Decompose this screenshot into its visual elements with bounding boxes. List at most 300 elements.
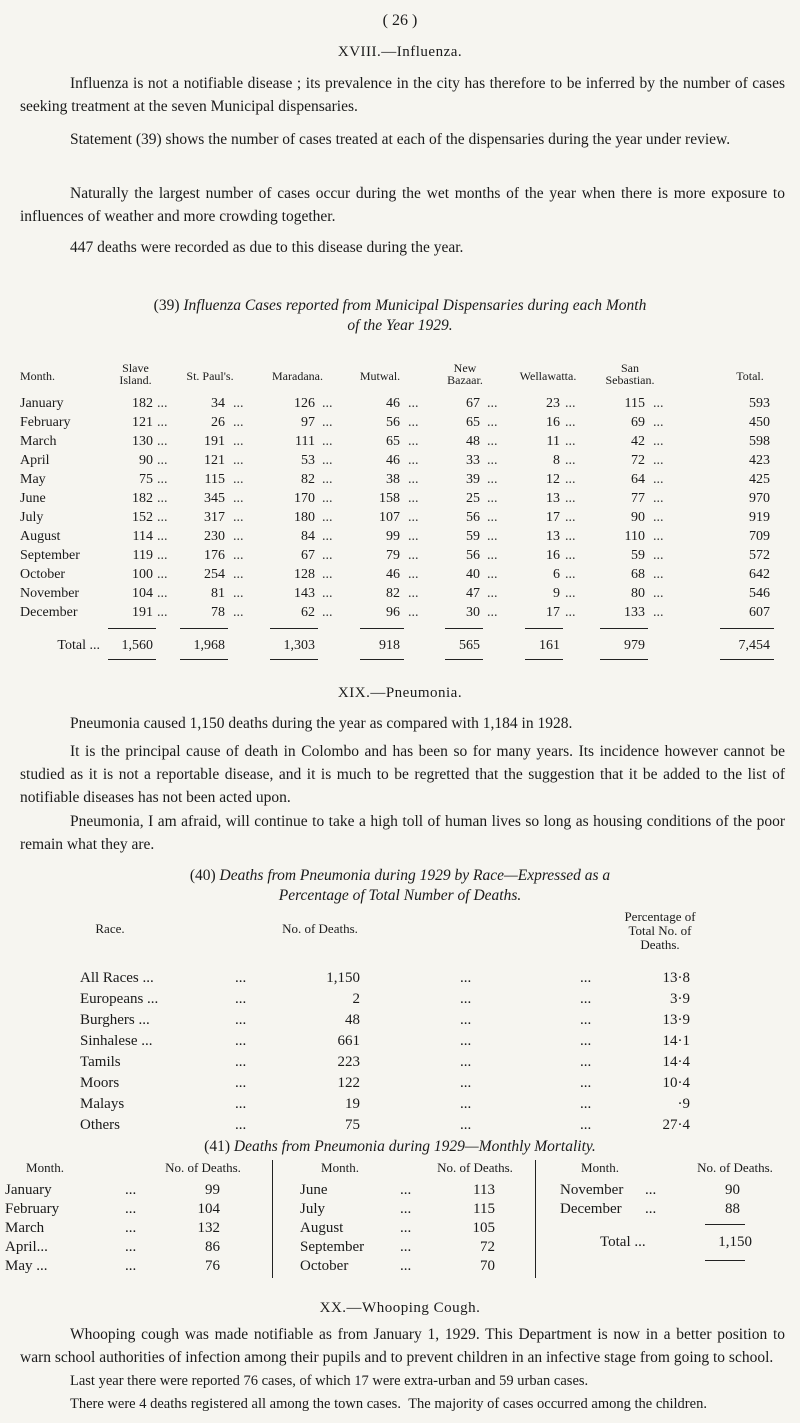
paragraph: Pneumonia, I am afraid, will continue to take a high toll of human lives so long as housing conditions of the poor remain what they are. bbox=[20, 813, 785, 853]
table-40-title bbox=[0, 866, 800, 906]
table-cell: September bbox=[20, 548, 80, 563]
leader-dots: ... bbox=[487, 396, 498, 411]
table-cell: 38 bbox=[386, 472, 400, 487]
table-cell: 16 bbox=[546, 548, 560, 563]
col-header-paul: St. Paul's. bbox=[186, 369, 234, 383]
table-cell: 598 bbox=[749, 434, 770, 449]
leader-dots: ... bbox=[565, 548, 576, 563]
table-row bbox=[60, 1010, 740, 1031]
table-cell: October bbox=[20, 567, 66, 582]
table-row bbox=[20, 603, 795, 622]
month-cell: June bbox=[300, 1182, 328, 1198]
table-cell: 17 bbox=[546, 605, 560, 620]
leader-dots: ... bbox=[408, 453, 419, 468]
table-title-line: of the Year 1929. bbox=[347, 317, 453, 334]
table-cell: 182 bbox=[132, 491, 153, 506]
table-row bbox=[20, 508, 795, 527]
table-cell: 80 bbox=[631, 586, 645, 601]
leader-dots: ... bbox=[157, 396, 168, 411]
table-cell: 970 bbox=[749, 491, 770, 506]
col-header-deaths: No. of Deaths. bbox=[437, 1160, 513, 1175]
col-header-month: Month. bbox=[321, 1160, 359, 1175]
leader-dots: ... bbox=[645, 1182, 657, 1198]
leader-dots: ... bbox=[460, 970, 472, 986]
table-body bbox=[20, 394, 795, 622]
table-total-row: Total ... 1,560 1,968 1,303 918 565 161 979 7,454 bbox=[57, 638, 770, 653]
table-cell: 13 bbox=[546, 529, 560, 544]
leader-dots: ... bbox=[235, 1054, 247, 1070]
leader-dots: ... bbox=[233, 548, 244, 563]
leader-dots: ... bbox=[125, 1201, 137, 1217]
table-cell: Others bbox=[80, 1117, 120, 1133]
leader-dots: ... bbox=[653, 453, 664, 468]
leader-dots: ... bbox=[580, 1054, 592, 1070]
deaths-cell: 90 bbox=[725, 1182, 740, 1198]
table-cell: 115 bbox=[624, 396, 645, 411]
table-cell: 72 bbox=[631, 453, 645, 468]
leader-dots: ... bbox=[460, 1117, 472, 1133]
leader-dots: ... bbox=[580, 1117, 592, 1133]
leader-dots: ... bbox=[408, 434, 419, 449]
leader-dots: ... bbox=[460, 1012, 472, 1028]
table-cell: 425 bbox=[749, 472, 770, 487]
leader-dots: ... bbox=[653, 472, 664, 487]
leader-dots: ... bbox=[565, 605, 576, 620]
leader-dots: ... bbox=[233, 453, 244, 468]
table-cell: 96 bbox=[386, 605, 400, 620]
leader-dots: ... bbox=[487, 491, 498, 506]
leader-dots: ... bbox=[322, 491, 333, 506]
table-cell: 607 bbox=[749, 605, 770, 620]
table-cell: August bbox=[20, 529, 61, 544]
table-cell: 107 bbox=[379, 510, 400, 525]
leader-dots: ... bbox=[487, 510, 498, 525]
leader-dots: ... bbox=[400, 1182, 412, 1198]
table-cell: 121 bbox=[204, 453, 225, 468]
table-number: (39) bbox=[153, 297, 180, 314]
table-cell: 90 bbox=[139, 453, 153, 468]
table-number: (41) bbox=[204, 1138, 230, 1155]
leader-dots: ... bbox=[653, 434, 664, 449]
leader-dots: ... bbox=[565, 472, 576, 487]
table-cell: 546 bbox=[749, 586, 770, 601]
leader-dots: ... bbox=[157, 434, 168, 449]
table-cell: 100 bbox=[132, 567, 153, 582]
table-cell: 90 bbox=[631, 510, 645, 525]
table-cell: January bbox=[20, 396, 64, 411]
col-header-san-sebastian: San Sebastian. bbox=[605, 361, 655, 387]
leader-dots: ... bbox=[580, 1075, 592, 1091]
table-cell: 919 bbox=[749, 510, 770, 525]
leader-dots: ... bbox=[408, 415, 419, 430]
month-cell: February bbox=[5, 1201, 60, 1217]
leader-dots: ... bbox=[233, 396, 244, 411]
table-cell: Europeans ... bbox=[80, 991, 159, 1007]
table-cell: Burghers ... bbox=[80, 1012, 150, 1028]
month-cell: August bbox=[300, 1220, 344, 1236]
page-number: ( 26 ) bbox=[382, 12, 418, 29]
deaths-cell: 76 bbox=[205, 1258, 220, 1274]
table-cell: 75 bbox=[139, 472, 153, 487]
table-cell: 30 bbox=[466, 605, 480, 620]
table-cell: 111 bbox=[295, 434, 315, 449]
table-cell: 46 bbox=[386, 567, 400, 582]
table-cell: 143 bbox=[294, 586, 315, 601]
col-header-deaths: No. of Deaths. bbox=[697, 1160, 773, 1175]
table-cell: 65 bbox=[466, 415, 480, 430]
table-cell: 56 bbox=[466, 548, 480, 563]
leader-dots: ... bbox=[322, 453, 333, 468]
month-cell: September bbox=[300, 1239, 365, 1255]
influenza-table bbox=[20, 360, 795, 661]
table-row bbox=[20, 489, 795, 508]
table-cell: 84 bbox=[301, 529, 315, 544]
leader-dots: ... bbox=[580, 970, 592, 986]
table-cell: 3·9 bbox=[670, 991, 690, 1007]
leader-dots: ... bbox=[235, 1117, 247, 1133]
table-header bbox=[20, 360, 795, 394]
table-cell: 104 bbox=[132, 586, 153, 601]
leader-dots: ... bbox=[322, 586, 333, 601]
leader-dots: ... bbox=[565, 510, 576, 525]
table-cell: 170 bbox=[294, 491, 315, 506]
table-cell: 572 bbox=[749, 548, 770, 563]
table-cell: 2 bbox=[352, 991, 360, 1007]
table-cell: 79 bbox=[386, 548, 400, 563]
leader-dots: ... bbox=[487, 548, 498, 563]
leader-dots: ... bbox=[565, 434, 576, 449]
paragraph: Naturally the largest number of cases occur during the wet months of the year when there is more exposure to influences of weather and more crowding together. bbox=[20, 185, 785, 225]
table-cell: 182 bbox=[132, 396, 153, 411]
col-header-new-bazaar: New Bazaar. bbox=[447, 361, 483, 387]
table-cell: 75 bbox=[345, 1117, 360, 1133]
leader-dots: ... bbox=[400, 1258, 412, 1274]
table-cell: 99 bbox=[386, 529, 400, 544]
table-39-title bbox=[0, 296, 800, 336]
table-cell: 56 bbox=[386, 415, 400, 430]
table-cell: 77 bbox=[631, 491, 645, 506]
table-cell: 46 bbox=[386, 453, 400, 468]
table-cell: 1,150 bbox=[326, 970, 360, 986]
table-cell: June bbox=[20, 491, 46, 506]
leader-dots: ... bbox=[233, 529, 244, 544]
table-cell: Moors bbox=[80, 1075, 120, 1091]
table-row bbox=[60, 1115, 740, 1136]
leader-dots: ... bbox=[653, 491, 664, 506]
leader-dots: ... bbox=[233, 415, 244, 430]
leader-dots: ... bbox=[235, 1096, 247, 1112]
table-cell: 110 bbox=[624, 529, 645, 544]
table-cell: 191 bbox=[132, 605, 153, 620]
table-cell: 121 bbox=[132, 415, 153, 430]
leader-dots: ... bbox=[565, 529, 576, 544]
table-cell: 128 bbox=[294, 567, 315, 582]
table-cell: 119 bbox=[132, 548, 153, 563]
month-cell: January bbox=[5, 1182, 52, 1198]
leader-dots: ... bbox=[408, 586, 419, 601]
col-header-month: Month. bbox=[20, 369, 56, 383]
table-cell: 450 bbox=[749, 415, 770, 430]
leader-dots: ... bbox=[322, 548, 333, 563]
table-cell: 114 bbox=[132, 529, 153, 544]
leader-dots: ... bbox=[233, 567, 244, 582]
col-header-deaths: No. of Deaths. bbox=[282, 921, 358, 936]
table-cell: 48 bbox=[345, 1012, 360, 1028]
leader-dots: ... bbox=[565, 491, 576, 506]
table-cell: 78 bbox=[211, 605, 225, 620]
table-row bbox=[20, 470, 795, 489]
leader-dots: ... bbox=[322, 434, 333, 449]
leader-dots: ... bbox=[408, 548, 419, 563]
table-cell: 59 bbox=[631, 548, 645, 563]
leader-dots: ... bbox=[322, 472, 333, 487]
leader-dots: ... bbox=[565, 586, 576, 601]
table-number: (40) bbox=[189, 867, 216, 884]
table-cell: 26 bbox=[211, 415, 225, 430]
leader-dots: ... bbox=[653, 586, 664, 601]
leader-dots: ... bbox=[645, 1201, 657, 1217]
paragraph: There were 4 deaths registered all among the town cases. The majority of cases occurred among the children. bbox=[70, 1396, 707, 1412]
table-cell: 25 bbox=[466, 491, 480, 506]
leader-dots: ... bbox=[653, 567, 664, 582]
leader-dots: ... bbox=[322, 529, 333, 544]
leader-dots: ... bbox=[460, 1033, 472, 1049]
table-cell: 53 bbox=[301, 453, 315, 468]
month-cell: July bbox=[300, 1201, 326, 1217]
leader-dots: ... bbox=[235, 1033, 247, 1049]
leader-dots: ... bbox=[653, 415, 664, 430]
table-cell: 16 bbox=[546, 415, 560, 430]
paragraph: Whooping cough was made notifiable as from January 1, 1929. This Department is now in a better position to warn school authorities of infection among their pupils and to prevent children in an infective stage from going to school. bbox=[20, 1326, 785, 1366]
table-cell: 126 bbox=[294, 396, 315, 411]
leader-dots: ... bbox=[157, 453, 168, 468]
table-cell: 64 bbox=[631, 472, 645, 487]
table-cell: 81 bbox=[211, 586, 225, 601]
leader-dots: ... bbox=[565, 567, 576, 582]
leader-dots: ... bbox=[487, 434, 498, 449]
leader-dots: ... bbox=[487, 567, 498, 582]
table-cell: Sinhalese ... bbox=[80, 1033, 153, 1049]
table-cell: 133 bbox=[624, 605, 645, 620]
table-cell: November bbox=[20, 586, 80, 601]
section-heading-pneumonia: XIX.—Pneumonia. bbox=[337, 685, 463, 701]
leader-dots: ... bbox=[157, 548, 168, 563]
leader-dots: ... bbox=[580, 991, 592, 1007]
table-cell: July bbox=[20, 510, 44, 525]
bottom-rules bbox=[20, 655, 795, 661]
leader-dots: ... bbox=[235, 970, 247, 986]
table-row bbox=[60, 968, 740, 989]
leader-dots: ... bbox=[408, 491, 419, 506]
paragraph: Last year there were reported 76 cases, of which 17 were extra-urban and 59 urban cases. bbox=[70, 1373, 589, 1389]
leader-dots: ... bbox=[157, 586, 168, 601]
table-row bbox=[60, 989, 740, 1010]
deaths-cell: 99 bbox=[205, 1182, 220, 1198]
table-cell: 423 bbox=[749, 453, 770, 468]
deaths-cell: 86 bbox=[205, 1239, 220, 1255]
table-cell: 39 bbox=[466, 472, 480, 487]
table-cell: 23 bbox=[546, 396, 560, 411]
table-cell: 14·4 bbox=[662, 1054, 690, 1070]
deaths-cell: 132 bbox=[197, 1220, 220, 1236]
leader-dots: ... bbox=[653, 548, 664, 563]
leader-dots: ... bbox=[233, 605, 244, 620]
table-cell: 345 bbox=[204, 491, 225, 506]
leader-dots: ... bbox=[322, 510, 333, 525]
col-header-month: Month. bbox=[26, 1160, 64, 1175]
table-cell: 14·1 bbox=[662, 1033, 690, 1049]
table-row bbox=[20, 584, 795, 603]
month-cell: October bbox=[300, 1258, 349, 1274]
leader-dots: ... bbox=[400, 1239, 412, 1255]
leader-dots: ... bbox=[125, 1220, 137, 1236]
leader-dots: ... bbox=[653, 510, 664, 525]
leader-dots: ... bbox=[487, 586, 498, 601]
leader-dots: ... bbox=[653, 605, 664, 620]
table-row bbox=[60, 1052, 740, 1073]
table-cell: 69 bbox=[631, 415, 645, 430]
table-cell: 13·9 bbox=[662, 1012, 690, 1028]
paragraph: 447 deaths were recorded as due to this disease during the year. bbox=[70, 239, 464, 256]
table-cell: Malays bbox=[80, 1096, 125, 1112]
table-cell: 11 bbox=[546, 434, 560, 449]
leader-dots: ... bbox=[233, 472, 244, 487]
table-row bbox=[60, 1031, 740, 1052]
leader-dots: ... bbox=[233, 434, 244, 449]
table-cell: 709 bbox=[749, 529, 770, 544]
month-cell: May ... bbox=[5, 1258, 48, 1274]
leader-dots: ... bbox=[460, 1096, 472, 1112]
leader-dots: ... bbox=[580, 1033, 592, 1049]
leader-dots: ... bbox=[408, 510, 419, 525]
col-header-month: Month. bbox=[581, 1160, 619, 1175]
deaths-cell: 113 bbox=[473, 1182, 495, 1198]
table-cell: 176 bbox=[204, 548, 225, 563]
table-cell: 34 bbox=[211, 396, 225, 411]
leader-dots: ... bbox=[157, 605, 168, 620]
table-cell: March bbox=[20, 434, 57, 449]
table-cell: 642 bbox=[749, 567, 770, 582]
leader-dots: ... bbox=[157, 529, 168, 544]
leader-dots: ... bbox=[125, 1258, 137, 1274]
leader-dots: ... bbox=[233, 510, 244, 525]
section-heading-whooping-cough: XX.—Whooping Cough. bbox=[319, 1300, 481, 1316]
leader-dots: ... bbox=[157, 472, 168, 487]
leader-dots: ... bbox=[653, 529, 664, 544]
col-header-mutwal: Mutwal. bbox=[359, 369, 401, 383]
table-cell: 19 bbox=[345, 1096, 360, 1112]
paragraph: Statement (39) shows the number of cases treated at each of the dispensaries during the year under review. bbox=[70, 131, 731, 148]
leader-dots: ... bbox=[460, 991, 472, 1007]
section-heading-influenza: XVIII.—Influenza. bbox=[337, 44, 463, 60]
leader-dots: ... bbox=[408, 605, 419, 620]
table-row bbox=[20, 413, 795, 432]
leader-dots: ... bbox=[400, 1220, 412, 1236]
table-row bbox=[20, 451, 795, 470]
table-cell: 115 bbox=[204, 472, 225, 487]
total-label: Total ... bbox=[600, 1234, 646, 1250]
leader-dots: ... bbox=[235, 991, 247, 1007]
table-cell: 68 bbox=[631, 567, 645, 582]
table-cell: April bbox=[20, 453, 50, 468]
deaths-cell: 104 bbox=[197, 1201, 220, 1217]
table-cell: 230 bbox=[204, 529, 225, 544]
col-header-deaths: No. of Deaths. bbox=[165, 1160, 241, 1175]
table-cell: 9 bbox=[553, 586, 560, 601]
table-cell: 40 bbox=[466, 567, 480, 582]
table-cell: 82 bbox=[386, 586, 400, 601]
table-cell: 67 bbox=[301, 548, 315, 563]
total-rule bbox=[705, 1224, 745, 1225]
leader-dots: ... bbox=[322, 567, 333, 582]
deaths-cell: 88 bbox=[725, 1201, 740, 1217]
leader-dots: ... bbox=[460, 1054, 472, 1070]
table-cell: 10·4 bbox=[662, 1075, 690, 1091]
leader-dots: ... bbox=[233, 586, 244, 601]
table-cell: 661 bbox=[337, 1033, 360, 1049]
col-header-race: Race. bbox=[95, 921, 125, 936]
col-header-maradana: Maradana. bbox=[272, 369, 323, 383]
leader-dots: ... bbox=[565, 396, 576, 411]
leader-dots: ... bbox=[235, 1075, 247, 1091]
table-cell: 317 bbox=[204, 510, 225, 525]
table-cell: 33 bbox=[466, 453, 480, 468]
table-cell: 13 bbox=[546, 491, 560, 506]
deaths-cell: 105 bbox=[472, 1220, 495, 1236]
table-cell: 191 bbox=[204, 434, 225, 449]
table-cell: 17 bbox=[546, 510, 560, 525]
table-cell: 59 bbox=[466, 529, 480, 544]
table-title-line: Percentage of Total Number of Deaths. bbox=[278, 887, 522, 904]
col-header-wellawatta: Wellawatta. bbox=[519, 369, 577, 383]
col-header-total: Total. bbox=[736, 369, 764, 383]
paragraph: Influenza is not a notifiable disease ; its prevalence in the city has therefore to be inferred by the number of cases seeking treatment at the seven Municipal dispensaries. bbox=[20, 75, 785, 115]
table-cell: 152 bbox=[132, 510, 153, 525]
table-cell: 47 bbox=[466, 586, 480, 601]
table-cell: 8 bbox=[553, 453, 560, 468]
col-header-percentage: Percentage of Total No. of Deaths. bbox=[624, 909, 696, 952]
table-cell: ·9 bbox=[677, 1096, 690, 1112]
table-cell: 67 bbox=[466, 396, 480, 411]
table-row bbox=[20, 527, 795, 546]
leader-dots: ... bbox=[487, 472, 498, 487]
table-cell: 6 bbox=[553, 567, 560, 582]
table-cell: 27·4 bbox=[662, 1117, 690, 1133]
table-cell: May bbox=[20, 472, 46, 487]
leader-dots: ... bbox=[235, 1012, 247, 1028]
table-cell: All Races ... bbox=[80, 970, 154, 986]
leader-dots: ... bbox=[233, 491, 244, 506]
leader-dots: ... bbox=[565, 453, 576, 468]
table-row bbox=[20, 394, 795, 413]
month-cell: April... bbox=[5, 1239, 48, 1255]
table-cell: 97 bbox=[301, 415, 315, 430]
leader-dots: ... bbox=[125, 1182, 137, 1198]
table-cell: 65 bbox=[386, 434, 400, 449]
table-cell: December bbox=[20, 605, 78, 620]
table-cell: 56 bbox=[466, 510, 480, 525]
table-row bbox=[20, 546, 795, 565]
leader-dots: ... bbox=[487, 415, 498, 430]
table-title-line: Influenza Cases reported from Municipal Dispensaries during each Month bbox=[183, 297, 647, 314]
table-title-line: Deaths from Pneumonia during 1929—Monthly Mortality. bbox=[233, 1138, 596, 1155]
table-cell: 12 bbox=[546, 472, 560, 487]
leader-dots: ... bbox=[460, 1075, 472, 1091]
table-cell: 223 bbox=[337, 1054, 360, 1070]
table-cell: 46 bbox=[386, 396, 400, 411]
leader-dots: ... bbox=[157, 567, 168, 582]
table-cell: 122 bbox=[337, 1075, 360, 1091]
